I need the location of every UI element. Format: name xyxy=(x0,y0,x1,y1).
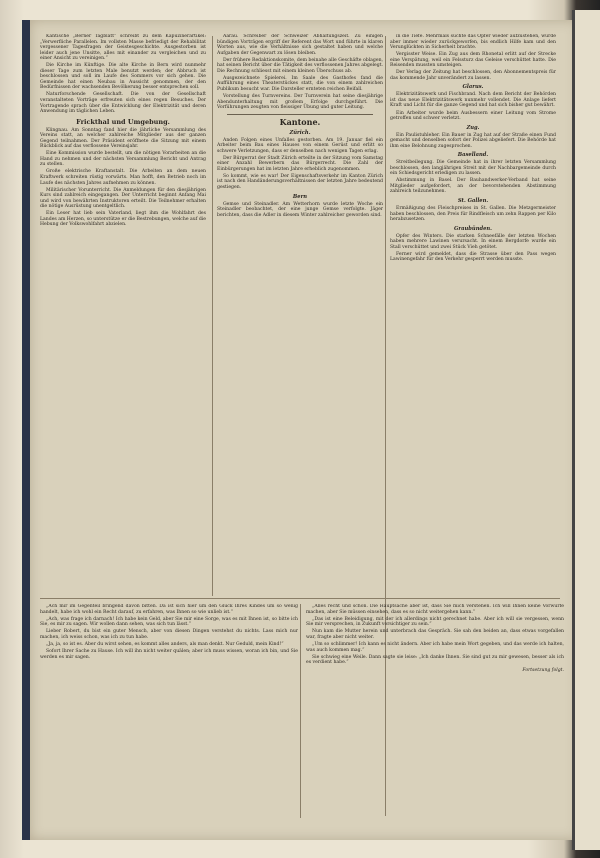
paragraph: in die Tiefe. Mehrmals suchte das Opfer wieder aufzustehen, wurde aber immer wieder zurückgeworfen, bis endlich Hilfe kam und den Verunglückten in Sicherheit brachte. xyxy=(390,34,556,51)
section-heading: Kantone. xyxy=(279,116,321,127)
paragraph: Militärischer Vorunterricht. Die Anmeldungen für den diesjährigen Kurs sind zahlreich eingegangen. Der Unterricht beginnt Anfang Mai und wird von bewährten Instruktoren erteilt. Die Teilnehmer erhalten die nötige Ausrüstung unentgeltlich. xyxy=(40,187,206,210)
paragraph: Gemse und Steinadler. Am Wetterhorn wurde letzte Woche ein Steinadler beobachtet, der eine junge Gemse verfolgte. Jäger berichten, dass die Adler in diesem Winter zahlreicher geworden sind. xyxy=(217,201,383,218)
paragraph: Der Verlag der Zeitung hat beschlossen, den Abonnementspreis für das kommende Jahr unverändert zu lassen. xyxy=(390,70,556,81)
left-column xyxy=(40,34,206,594)
paragraph: Aarau. Schreiber der Schweizer Abhaltungszeit. Zu einigen bündigen Vorträgen ergriff der Referent das Wort und führte in klaren Worten aus, wie die Verhältnisse sich gestaltet haben und welche Aufgaben der Gegenwart zu lösen bleiben. xyxy=(217,34,383,56)
paragraph: „Das ist eine Beleidigung, mit der ich allerdings nicht gerechnet habe. Aber ich will sie vergessen, wenn Sie mir versprechen, in Zukunft vorsichtiger zu sein.“ xyxy=(306,616,564,628)
paragraph: So kommt, wie es war! Der Eigenschaftsverkehr im Kanton Zürich ist nach den Handänderungsverhältnissen der letzten Jahre bedeutend gestiegen. xyxy=(217,173,383,190)
paragraph: Kantische „Berner Tagblatt“ schreibt zu dem Kapuzinerartikel: „Verwerfliche Parallelen. Im vollsten Masse befriedigt der Rehabilitat vergessener Tagesfragen der Geistesgeschichte. Ausgestorben ist leider auch jene Unsitte, alles mit einander zu vergleichen und zu einer Ansicht zu vereinigen.“ xyxy=(40,34,206,62)
paragraph: Ein Arbeiter wurde beim Ausbessern einer Leitung vom Strome getroffen und schwer verletzt. xyxy=(390,110,556,122)
subsection-heading: Zürich. xyxy=(289,129,311,136)
paragraph: Eine Kommission wurde bestellt, um die nötigen Vorarbeiten an die Hand zu nehmen und der nächsten Versammlung Bericht und Antrag zu stellen. xyxy=(40,151,206,168)
paragraph: Sofort Ihrer Sache zu Hause. Ich will ihn nicht weiter quälen; aber ich muss wissen, woran ich bin, und Sie werden es mir sagen. xyxy=(40,649,298,660)
subsection-heading: St. Gallen. xyxy=(457,198,489,205)
paragraph: „Alles recht und schön. Die Hauptsache aber ist, dass Sie mich verstehen. Ich will Ihnen keine Vorwürfe machen, aber Sie müssen einsehen, dass es so nicht weitergehen kann.“ xyxy=(306,604,564,615)
feuilleton-column-divider xyxy=(300,604,301,818)
paragraph: Streitbeilegung. Die Gemeinde hat in ihrer letzten Versammlung beschlossen, den langjährigen Streit mit der Nachbargemeinde durch ein Schiedsgericht erledigen zu lassen. xyxy=(390,160,556,177)
paragraph: Abstimmung in Basel. Der Bauhandwerker-Verband hat seine Mitglieder aufgefordert, an der bevorstehenden Abstimmung zahlreich teilzunehmen. xyxy=(390,178,556,195)
right-page-edge xyxy=(572,10,600,850)
paragraph: Opfer des Winters. Die starken Schneefälle der letzten Wochen haben mehrere Lawinen verursacht. In einem Bergdorfe wurde ein Stall verschüttet und zwei Stück Vieh getötet. xyxy=(390,233,556,250)
paragraph: Große elektrische Kraftanstalt. Die Arbeiten an dem neuen Kraftwerk schreiten rüstig vorwärts. Man hofft, den Betrieb noch im Laufe des nächsten Jahres aufnehmen zu können. xyxy=(40,169,206,186)
paragraph: Ausgezeichnete Spielerei. Im Saale des Gasthofes fand die Aufführung eines Theaterstückes statt, die von einem zahlreichen Publikum besucht war. Die Darsteller ernteten reichen Beifall. xyxy=(217,75,383,92)
divider xyxy=(227,114,373,115)
paragraph: Elektrizitätswerk und Fischbrand. Nach dem Bericht der Behörden ist das neue Elektrizitätswerk nunmehr vollendet. Die Anlage liefert Kraft und Licht für die ganze Gegend und hat sich bisher gut bewährt. xyxy=(390,92,556,109)
paragraph: Ein Leser hat lieb sein Vaterland, liegt ihm die Wohlfahrt des Landes am Herzen, so unterstütze er die Bestrebungen, welche auf die Hebung der Volkswohlfahrt abzielen. xyxy=(40,211,206,228)
paragraph: Der Bürgerrat der Stadt Zürich erteilte in der Sitzung vom Samstag einer Anzahl Bewerbern das Bürgerrecht. Die Zahl der Einbürgerungen hat im letzten Jahre erheblich zugenommen. xyxy=(217,155,383,172)
paragraph: Der frühere Redaktionskomite, dem beinahe alle Geschäfte oblagen, hat seinen Bericht über die Tätigkeit des verflossenen Jahres abgelegt. Die Rechnung schliesst mit einem kleinen Überschuss ab. xyxy=(217,57,383,74)
paragraph: Klingnau. Am Sonntag fand hier die jährliche Versammlung des Vereins statt, an welcher zahlreiche Mitglieder aus der ganzen Gegend teilnahmen. Der Präsident eröffnete die Sitzung mit einem Rückblick auf das verflossene Vereinsjahr. xyxy=(40,127,206,150)
subsection-heading: Graubünden. xyxy=(454,225,492,232)
paragraph: „Ach, was frage ich darnach! Ich habe kein Geld, aber Sie mir eine Sorge, was es mit Ihnen ist, so bitte ich Sie, es mir zu sagen. Wir wollen dann sehen, was sich tun lässt.“ xyxy=(40,616,298,628)
paragraph: Sie schwieg eine Weile. Dann sagte sie leise: „Ich danke Ihnen. Sie sind gut zu mir gewesen, besser als ich es verdient habe.“ xyxy=(306,654,564,666)
section-heading: Frickthal und Umgebung. xyxy=(76,117,170,126)
paragraph: Lieber Robert, du bist ein guter Mensch, aber von diesen Dingen verstehst du nichts. Lass mich nur machen, ich weiss schon, was ich zu tun habe. xyxy=(40,629,298,640)
right-column xyxy=(390,34,556,594)
subsection-heading: Glarus. xyxy=(462,84,484,91)
paragraph: „Um so schlimmer! Ich kann es nicht ändern. Aber ich habe mein Wort gegeben, und das werde ich halten, was auch kommen mag.“ xyxy=(306,642,564,653)
middle-column xyxy=(217,34,383,594)
feuilleton-left xyxy=(40,604,298,818)
paragraph: Ermäßigung des Fleischpreises in St. Gallen. Die Metzgermeister haben beschlossen, den Preis für Rindfleisch um zehn Rappen per Kilo herabzusetzen. xyxy=(390,206,556,223)
feuilleton-right xyxy=(306,604,564,818)
paragraph: Nun kam die Mutter herein und unterbrach das Gespräch. Sie sah den beiden an, dass etwas vorgefallen war, fragte aber nicht weiter. xyxy=(306,629,564,640)
paragraph: Ein Paulistuhleher. Ein Bauer in Zug hat auf der Straße einen Fund gemacht und denselben sofort der Polizei abgeliefert. Die Behörde hat ihm eine Belohnung zugesprochen. xyxy=(390,132,556,149)
paragraph: „Ja, ja, so ist es. Aber du wirst sehen, es kommt alles anders, als man denkt. Nur Geduld, mein Kind!“ xyxy=(46,642,284,648)
subsection-heading: Bern xyxy=(292,193,308,200)
paragraph: „Ach mir im Gegenteil bringend davon bitten. Da ist sich hier um den Glück Ihres Kindes um so wenig handelt, habe ich wohl ein Recht darauf, zu erfahren, was Ihnen so wie unlieb ist.“ xyxy=(40,604,298,615)
paragraph: Anden Folgen eines Unfalles gestorben. Am 19. Januar fiel ein Arbeiter beim Bau eines Hauses von einem Gerüst und erlitt so schwere Verletzungen, dass er denselben nach wenigen Tagen erlag. xyxy=(217,137,383,154)
paragraph: Vergisster Weise. Ein Zug aus dem Rhonetal erlitt auf der Strecke eine Verspätung, weil ein Felssturz das Geleise verschüttet hatte. Die Reisenden mussten umsteigen. xyxy=(390,52,556,69)
paragraph: Die Kirche im Künftige. Die alte Kirche in Bern wird nunmehr dieser Tage zum letzten Male benutzt werden; der Abbruch ist beschlossen und soll im Laufe des Sommers vor sich gehen. Die Gemeinde hat einen Neubau in Aussicht genommen, der den Bedürfnissen der wachsenden Bevölkerung besser entsprechen soll. xyxy=(40,63,206,91)
paragraph: Vorstellung des Turnvereins. Der Turnverein hat seine diesjährige Abendunterhaltung mit großem Erfolge durchgeführt. Die Vorführungen zeugten von fleissiger Übung und guter Leitung. xyxy=(217,93,383,111)
feuilleton-divider xyxy=(40,598,560,599)
continued-note: Fortsetzung folgt. xyxy=(522,667,564,673)
subsection-heading: Baselland. xyxy=(457,152,489,159)
paragraph: Naturforschende Gesellschaft. Die von der Gesellschaft veranstalteten Vorträge erfreuten sich eines regen Besuches. Der Vortragende sprach über die Entwicklung der Elektrizität und deren Anwendung im täglichen Leben. xyxy=(40,92,206,115)
subsection-heading: Zug. xyxy=(466,124,480,131)
column-divider-1 xyxy=(212,36,213,596)
paragraph: Ferner wird gemeldet, dass die Strasse über den Pass wegen Lawinengefahr für den Verkehr gesperrt werden musste. xyxy=(390,251,556,263)
